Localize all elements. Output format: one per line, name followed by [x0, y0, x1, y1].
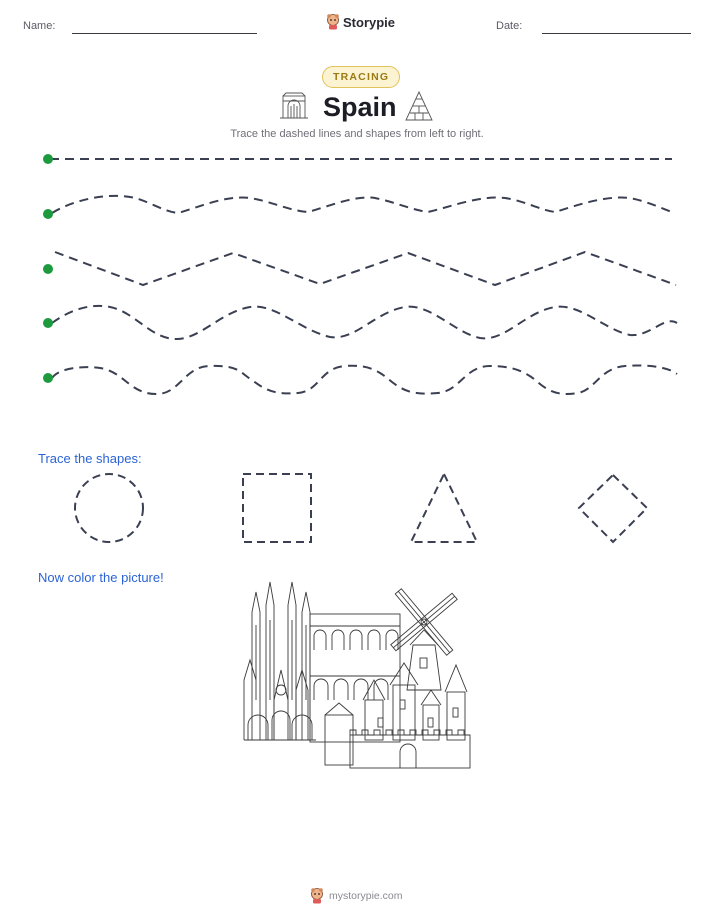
- start-dot-2: [43, 209, 53, 219]
- tracing-shapes[interactable]: [60, 468, 660, 550]
- color-heading: Now color the picture!: [38, 570, 164, 585]
- tracing-lines[interactable]: [0, 140, 714, 410]
- storypie-logo-icon: [326, 14, 340, 30]
- name-line[interactable]: [72, 33, 257, 34]
- start-dot-3: [43, 264, 53, 274]
- instructions: Trace the dashed lines and shapes from left to right.: [230, 128, 484, 140]
- trace-curve-line: [52, 306, 677, 339]
- page-title: Spain: [323, 92, 397, 122]
- tracing-badge: TRACING: [322, 66, 400, 88]
- start-dot-1: [43, 154, 53, 164]
- castle-illustration: [325, 663, 470, 768]
- trace-circle: [75, 474, 143, 542]
- storypie-footer-logo-icon: [310, 888, 324, 904]
- start-dot-4: [43, 318, 53, 328]
- trace-wavy-line: [52, 196, 675, 213]
- trace-triangle: [411, 474, 477, 542]
- aqueduct-illustration: [310, 614, 400, 742]
- footer-url[interactable]: mystorypie.com: [329, 890, 403, 902]
- trace-diamond: [579, 475, 647, 542]
- date-line[interactable]: [542, 33, 691, 34]
- sagrada-familia-illustration: [244, 582, 316, 740]
- start-dot-5: [43, 373, 53, 383]
- trace-zigzag-line: [55, 252, 676, 285]
- spain-coloring-illustration[interactable]: [240, 578, 475, 773]
- pyramid-icon: [404, 90, 434, 122]
- name-label: Name:: [23, 20, 56, 32]
- trace-bumpy-line: [52, 365, 677, 394]
- brand-name: Storypie: [343, 14, 396, 30]
- shapes-heading: Trace the shapes:: [38, 451, 142, 466]
- brand: [326, 14, 395, 30]
- gate-icon: [278, 92, 310, 120]
- date-label: Date:: [496, 20, 523, 32]
- trace-square: [243, 474, 311, 542]
- footer: [310, 888, 403, 904]
